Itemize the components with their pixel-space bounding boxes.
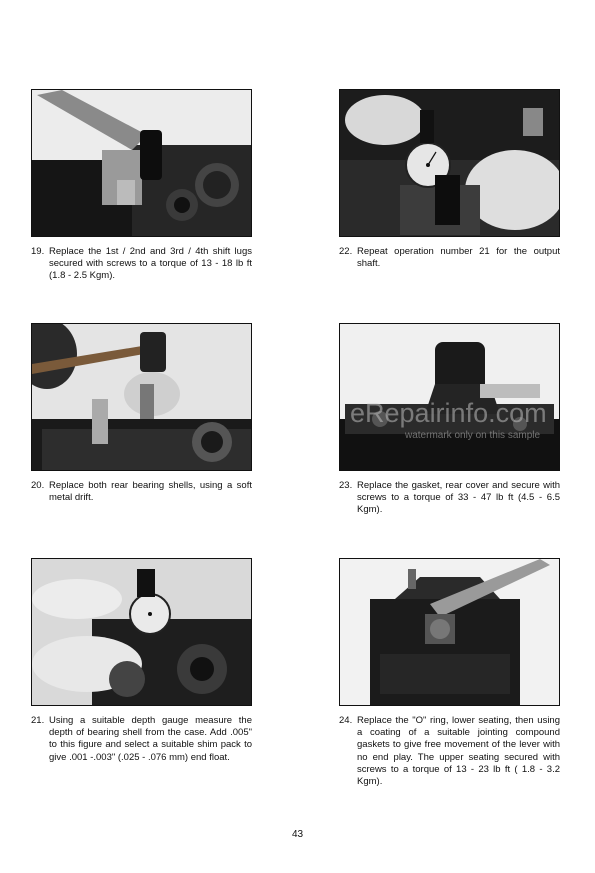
- torque-wrench-photo: [32, 90, 251, 236]
- step-22-caption: [339, 246, 560, 270]
- step-19-caption: [31, 246, 252, 283]
- step-23-photo: [339, 323, 560, 471]
- lever-seating-photo: [340, 559, 559, 705]
- step-number: 21.: [31, 715, 45, 726]
- watermark-logo: eRepairinfo.com: [350, 398, 547, 428]
- step-20-photo: [31, 323, 252, 471]
- step-22: [339, 89, 560, 270]
- step-21-caption: [31, 715, 252, 764]
- step-number: 24.: [339, 715, 353, 726]
- step-23-caption: [339, 480, 560, 517]
- step-number: 19.: [31, 246, 45, 257]
- step-24: [339, 558, 560, 788]
- step-number: 20.: [31, 480, 45, 491]
- step-21-photo: [31, 558, 252, 706]
- rear-cover-photo: [340, 324, 559, 470]
- step-19: [31, 89, 252, 283]
- watermark-text: watermark only on this sample: [405, 430, 541, 441]
- hammer-drift-photo: [32, 324, 251, 470]
- depth-gauge-photo: [32, 559, 251, 705]
- step-20-caption: [31, 480, 252, 504]
- step-text: Replace the "O" ring, lower seating, then using a coating of a suitable jointing compound gaskets to give free movement of the lever with no end play. The upper seating secured with screws to a torque of 13 - 23 lb ft ( 1.8 - 3.2 Kgm).: [357, 715, 560, 788]
- step-text: Replace both rear bearing shells, using a soft metal drift.: [49, 480, 252, 504]
- step-21: [31, 558, 252, 764]
- step-text: Replace the 1st / 2nd and 3rd / 4th shift lugs secured with screws to a torque of 13 - 18 lb ft (1.8 - 2.5 Kgm).: [49, 246, 252, 282]
- step-23: [339, 323, 560, 517]
- step-text: Using a suitable depth gauge measure the depth of bearing shell from the case. Add .005" to this figure and select a suitable shim pack to give .001 -.003" (.025 - .076 mm) end float.: [49, 715, 252, 763]
- step-20: [31, 323, 252, 504]
- step-24-caption: [339, 715, 560, 788]
- page-number: 43: [291, 829, 304, 840]
- step-24-photo: [339, 558, 560, 706]
- step-19-photo: [31, 89, 252, 237]
- step-number: 23.: [339, 480, 353, 491]
- dial-gauge-photo: [340, 90, 559, 236]
- step-number: 22.: [339, 246, 353, 257]
- step-text: Replace the gasket, rear cover and secure with screws to a torque of 33 - 47 lb ft (4.5 - 6.5 Kgm).: [357, 480, 560, 516]
- step-text: Repeat operation number 21 for the output shaft.: [357, 246, 560, 270]
- step-22-photo: [339, 89, 560, 237]
